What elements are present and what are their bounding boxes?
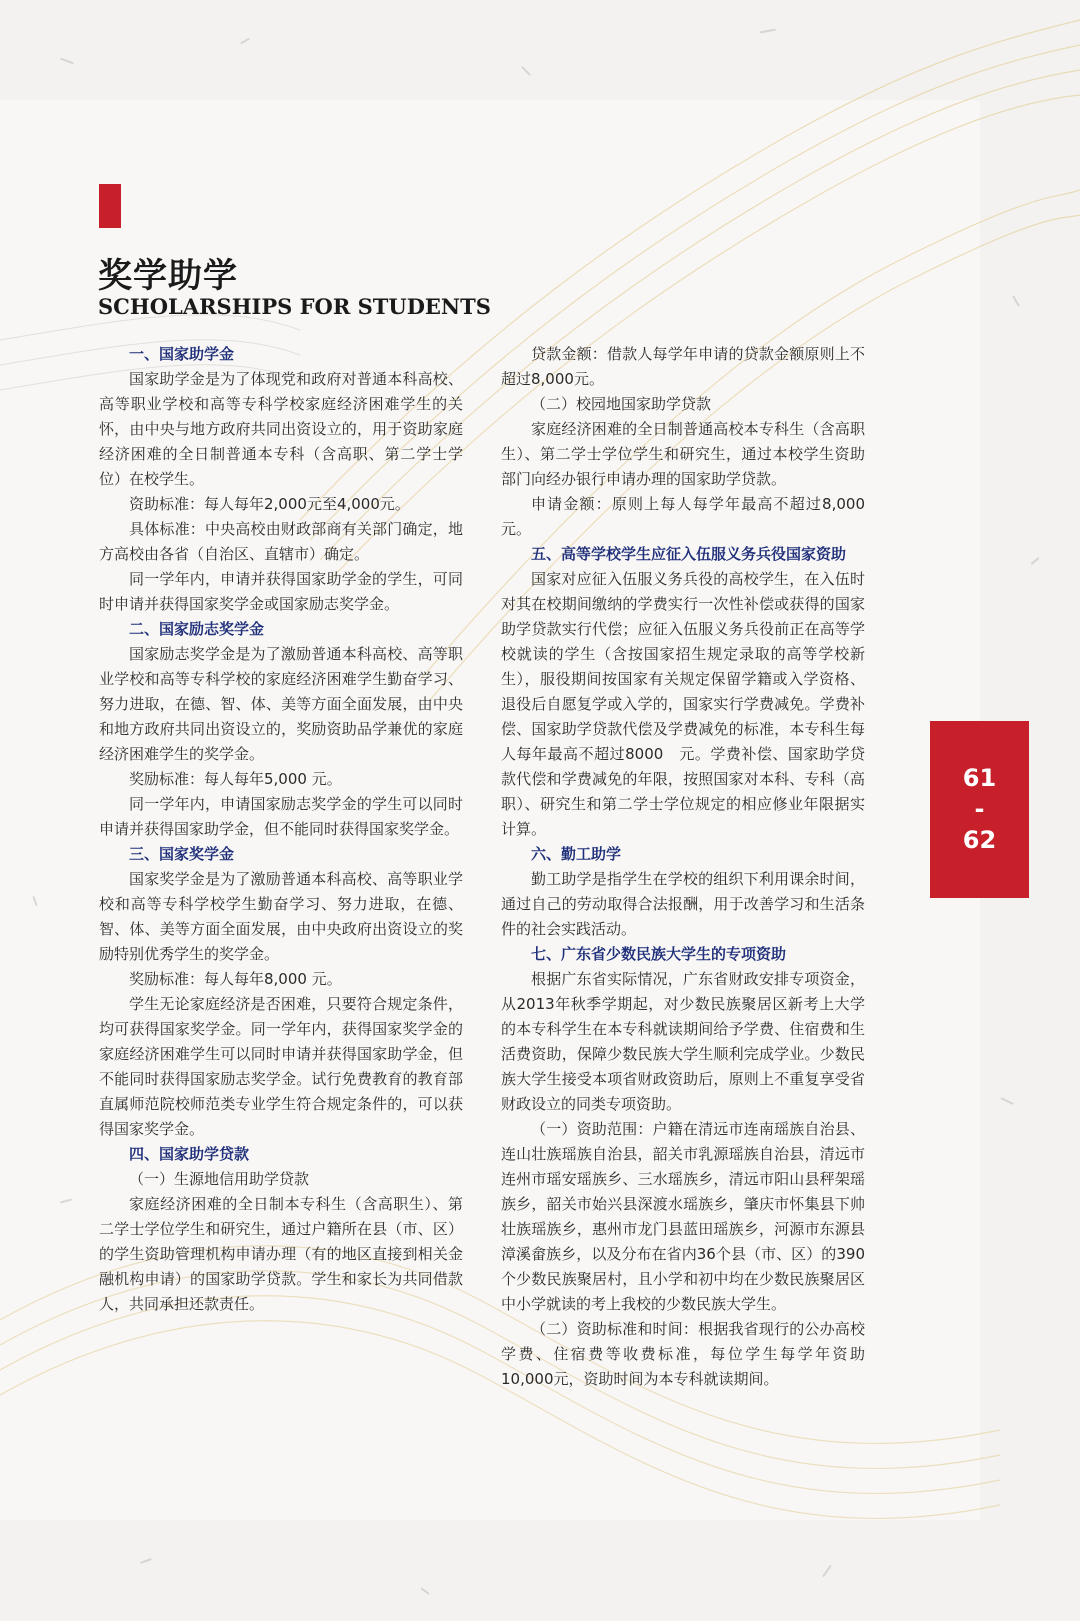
paragraph: 国家奖学金是为了激励普通本科高校、高等职业学校和高等专科学校学生勤奋学习、努力进取，在德、智、体、美等方面全面发展，由中央政府出资设立的奖励特别优秀学生的奖学金。 — [99, 870, 463, 963]
paper-fleck — [1000, 1097, 1014, 1105]
paragraph: 同一学年内，申请并获得国家助学金的学生，可同时申请并获得国家奖学金或国家励志奖学金。 — [99, 570, 463, 613]
paper-fleck — [240, 38, 250, 45]
paragraph: 奖励标准：每人每年5,000 元。 — [129, 770, 342, 788]
section-heading: 二、国家励志奖学金 — [129, 620, 265, 638]
right-column — [501, 342, 865, 1392]
paragraph: 贷款金额：借款人每学年申请的贷款金额原则上不超过8,000元。 — [501, 345, 865, 388]
paper-fleck — [1012, 295, 1020, 306]
paragraph: 具体标准：中央高校由财政部商有关部门确定，地方高校由各省（自治区、直辖市）确定。 — [99, 520, 463, 563]
paragraph: （二）资助标准和时间：根据我省现行的公办高校学费、住宿费等收费标准，每位学生每学年资助10,000元，资助时间为本专科就读期间。 — [501, 1320, 865, 1388]
paragraph: 根据广东省实际情况，广东省财政安排专项资金，从2013年秋季学期起，对少数民族聚居区新考上大学的本专科学生在本专科就读期间给予学费、住宿费和生活费资助，保障少数民族大学生顺利完成学业。少数民族大学生接受本项省财政资助后，原则上不重复享受省财政设立的同类专项资助。 — [501, 970, 865, 1113]
paper-fleck — [822, 1565, 832, 1578]
paragraph: 申请金额：原则上每人每学年最高不超过8,000元。 — [501, 495, 865, 538]
paragraph: 同一学年内，申请国家励志奖学金的学生可以同时申请并获得国家助学金，但不能同时获得国家奖学金。 — [99, 795, 463, 838]
paragraph: 家庭经济困难的全日制本专科生（含高职生）、第二学士学位学生和研究生，通过户籍所在县（市、区）的学生资助管理机构申请办理（有的地区直接到相关金融机构申请）的国家助学贷款。学生和家长为共同借款人，共同承担还款责任。 — [99, 1195, 463, 1313]
paragraph: 国家助学金是为了体现党和政府对普通本科高校、高等职业学校和高等专科学校家庭经济困难学生的关怀，由中央与地方政府共同出资设立的，用于资助家庭经济困难的全日制普通本专科（含高职、第二学士学位）在校学生。 — [99, 370, 463, 488]
paragraph: 家庭经济困难的全日制普通高校本专科生（含高职生）、第二学士学位学生和研究生，通过本校学生资助部门向经办银行申请办理的国家助学贷款。 — [501, 420, 865, 488]
paragraph: 国家励志奖学金是为了激励普通本科高校、高等职业学校和高等专科学校的家庭经济困难学生勤奋学习、努力进取，在德、智、体、美等方面全面发展，由中央和地方政府共同出资设立的，奖励资助品学兼优的家庭经济困难学生的奖学金。 — [99, 645, 463, 763]
section-heading: 一、国家助学金 — [129, 345, 235, 363]
section-heading: 四、国家助学贷款 — [129, 1145, 250, 1163]
section-heading: 五、高等学校学生应征入伍服义务兵役国家资助 — [531, 545, 847, 563]
subheading: （一）生源地信用助学贷款 — [129, 1170, 310, 1188]
page-number-tab — [930, 721, 1029, 898]
paragraph: （一）资助范围：户籍在清远市连南瑶族自治县、连山壮族瑶族自治县，韶关市乳源瑶族自治县，清远市连州市瑶安瑶族乡、三水瑶族乡，清远市阳山县秤架瑶族乡，韶关市始兴县深渡水瑶族乡，肇庆市怀集县下帅壮族瑶族乡，惠州市龙门县蓝田瑶族乡，河源市东源县漳溪畲族乡，以及分布在省内36个县（市、区）的390个少数民族聚居村，且小学和初中均在少数民族聚居区中小学就读的考上我校的少数民族大学生。 — [501, 1120, 865, 1313]
page-title: 奖学助学 — [98, 256, 238, 296]
paper-fleck — [420, 1587, 429, 1594]
paper-fleck — [1031, 557, 1040, 565]
paragraph: 学生无论家庭经济是否困难，只要符合规定条件，均可获得国家奖学金。同一学年内，获得国家奖学金的家庭经济困难学生可以同时申请并获得国家助学金，但不能同时获得国家励志奖学金。试行免费教育的教育部直属师范院校师范类专业学生符合规定条件的，可以获得国家奖学金。 — [99, 995, 463, 1138]
paragraph: 勤工助学是指学生在学校的组织下利用课余时间，通过自己的劳动取得合法报酬，用于改善学习和生活条件的社会实践活动。 — [501, 870, 865, 938]
paper-fleck — [140, 1558, 152, 1564]
section-heading: 六、勤工助学 — [531, 845, 622, 863]
paper-fleck — [60, 58, 74, 65]
paper-fleck — [521, 66, 531, 76]
title-accent-bar — [99, 184, 121, 228]
page-subtitle: SCHOLARSHIPS FOR STUDENTS — [98, 294, 491, 319]
paragraph: 资助标准：每人每年2,000元至4,000元。 — [129, 495, 410, 513]
section-heading: 七、广东省少数民族大学生的专项资助 — [531, 945, 787, 963]
left-column — [99, 342, 463, 1317]
paragraph: 国家对应征入伍服义务兵役的高校学生，在入伍时对其在校期间缴纳的学费实行一次性补偿或获得的国家助学贷款实行代偿；应征入伍服义务兵役前正在高等学校就读的学生（含按国家招生规定录取的高等学校新生），服役期间按国家有关规定保留学籍或入学资格、退役后自愿复学或入学的，国家实行学费减免。学费补偿、国家助学贷款代偿及学费减免的标准，本专科生每人每年最高不超过8000 元。学费补偿、国家助学贷款代偿和学费减免的年限，按照国家对本科、专科（高职）、研究生和第二学士学位规定的相应修业年限据实计算。 — [501, 570, 865, 838]
page-number-separator: - — [974, 795, 985, 823]
page-number-top: 61 — [962, 764, 997, 792]
subheading: （二）校园地国家助学贷款 — [531, 395, 712, 413]
section-heading: 三、国家奖学金 — [129, 845, 235, 863]
paper-fleck — [760, 29, 776, 34]
paragraph: 奖励标准：每人每年8,000 元。 — [129, 970, 342, 988]
page-number-bottom: 62 — [962, 826, 997, 854]
